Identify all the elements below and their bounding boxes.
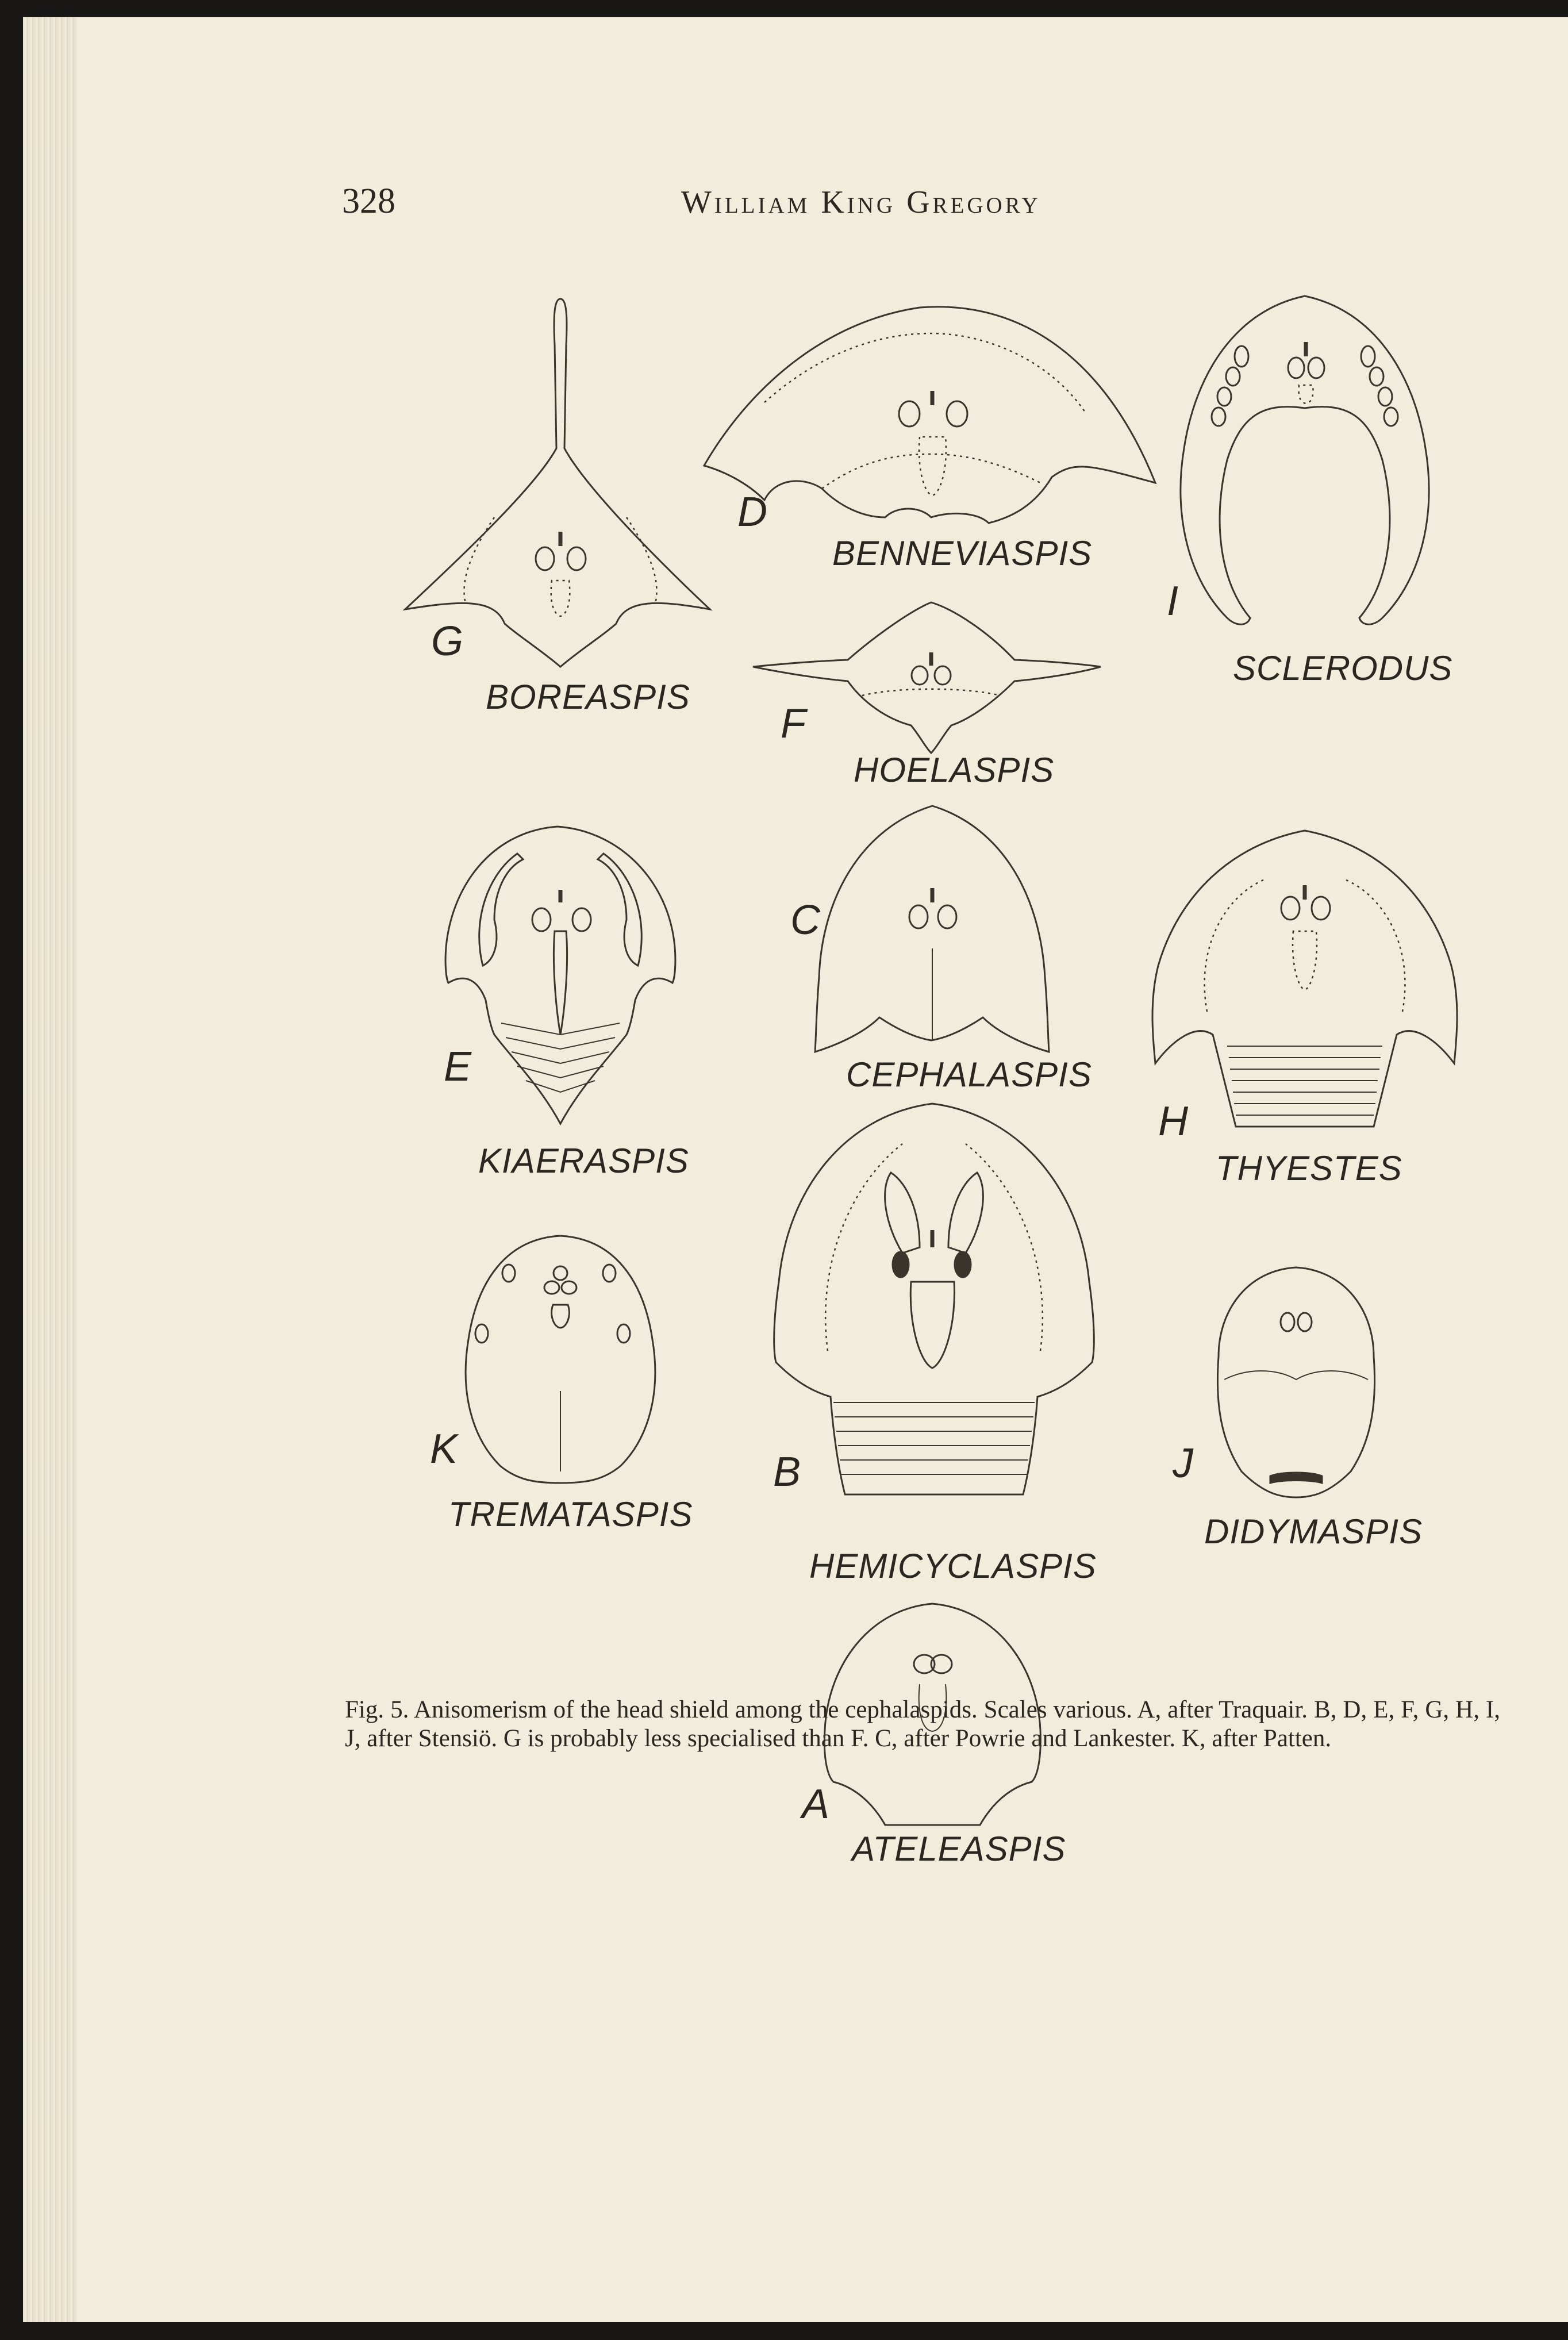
panel-name-didymaspis: DIDYMASPIS [1204,1512,1423,1551]
panel-letter-c: C [790,897,820,943]
panel-letter-k: K [430,1426,458,1472]
panel-letter-d: D [737,489,767,535]
shield-kiaeraspis [445,827,675,1124]
shield-didymaspis [1217,1267,1374,1497]
panel-name-ateleaspis: ATELEASPIS [852,1830,1066,1868]
panel-name-cephalaspis: CEPHALASPIS [846,1055,1092,1094]
shield-tremataspis [466,1236,655,1483]
shield-sclerodus [1181,296,1429,624]
running-head: William King Gregory [681,185,1041,220]
panel-name-kiaeraspis: KIAERASPIS [478,1142,689,1180]
panel-letter-i: I [1167,578,1179,624]
panel-name-sclerodus: SCLERODUS [1233,649,1453,687]
panel-letter-g: G [431,618,464,664]
shield-hemicyclaspis [774,1104,1094,1494]
page-number: 328 [342,182,395,221]
panel-letter-f: F [781,701,806,747]
shield-boreaspis [405,299,710,667]
panel-letter-j: J [1173,1440,1193,1486]
panel-name-boreaspis: BOREASPIS [486,678,690,716]
panel-name-thyestes: THYESTES [1216,1149,1402,1188]
panel-letter-a: A [802,1781,830,1827]
panel-letter-e: E [444,1044,472,1090]
panel-name-hemicyclaspis: HEMICYCLASPIS [809,1547,1097,1585]
panel-letter-h: H [1158,1098,1188,1144]
panel-name-hoelaspis: HOELASPIS [854,751,1055,789]
shield-cephalaspis [815,806,1049,1052]
shield-thyestes [1152,831,1457,1127]
figure-caption: Fig. 5. Anisomerism of the head shield among the cephalaspids. Scales various. A, after Traquair. B, D, E, F, G, H, I, J, after Stensiö. G is probably less specialised than F. C, after Powrie and Lankester. K, after Patten. [345,1696,1500,1752]
panel-name-benneviaspis: BENNEVIASPIS [832,534,1093,572]
panel-letter-b: B [773,1449,801,1495]
panel-name-tremataspis: TREMATASPIS [448,1495,693,1534]
shield-benneviaspis [704,307,1155,523]
